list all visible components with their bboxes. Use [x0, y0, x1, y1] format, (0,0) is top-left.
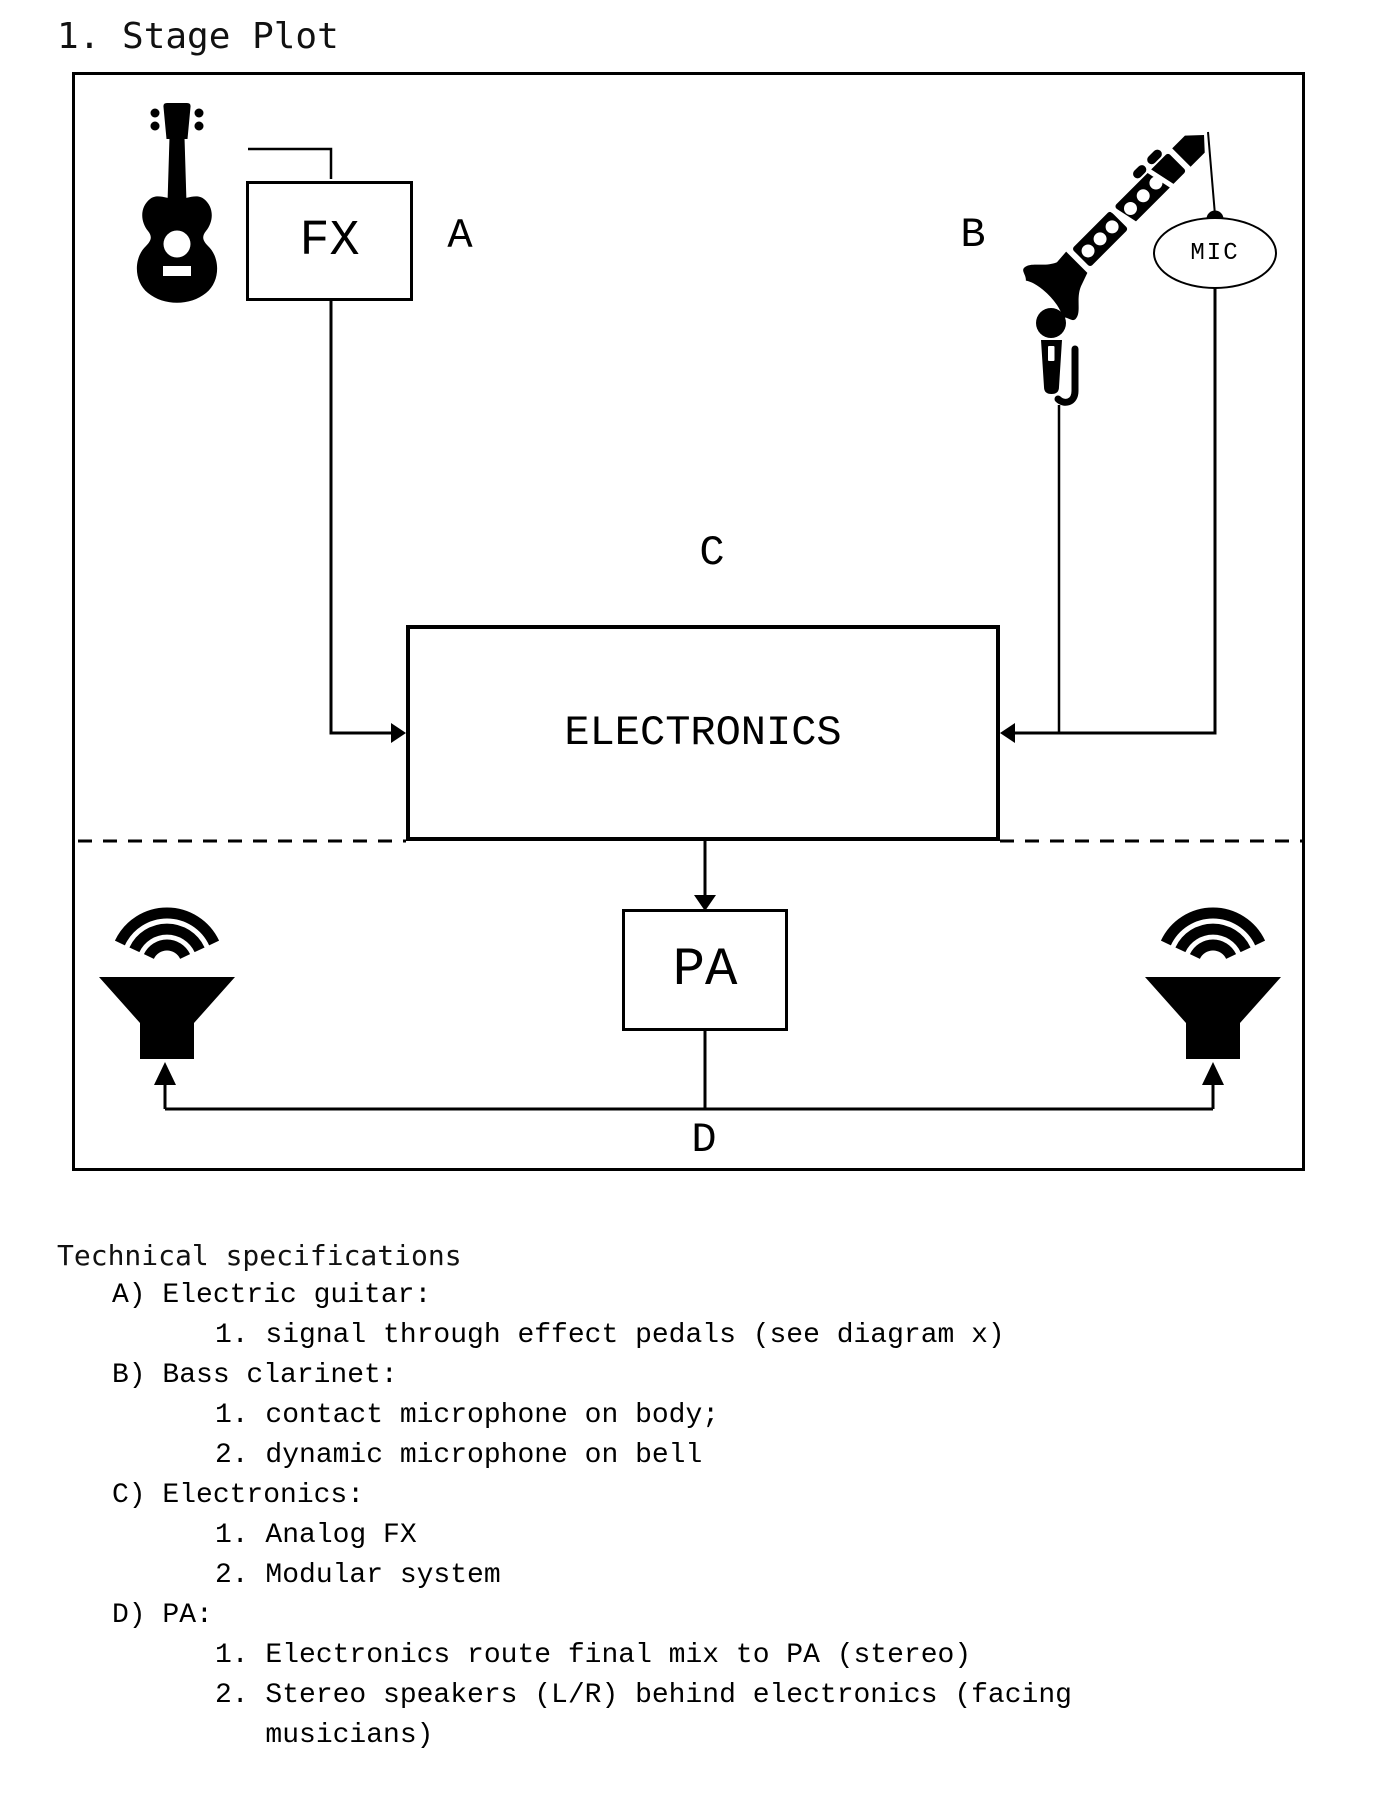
spec-subitem: 2. Stereo speakers (L/R) behind electronics (facing musicians): [215, 1680, 1072, 1751]
mic-label-ellipse: [1153, 217, 1277, 289]
technical-specifications: [0, 1236, 1377, 1756]
label-a: A: [447, 212, 473, 260]
spec-subitem: 2. Modular system: [215, 1560, 501, 1591]
spec-subitem: 2. dynamic microphone on bell: [215, 1440, 703, 1471]
fx-box-label: FX: [299, 212, 360, 270]
spec-item-c: C) Electronics:: [112, 1480, 365, 1511]
label-c: C: [699, 529, 725, 577]
mic-label: MIC: [1190, 239, 1240, 267]
spec-item-d: D) PA:: [112, 1600, 213, 1631]
pa-box-label: PA: [672, 939, 738, 1001]
label-b: B: [960, 211, 986, 259]
spec-subitem: 1. signal through effect pedals (see diagram x): [215, 1320, 1005, 1351]
specs-heading: Technical specifications: [57, 1239, 462, 1272]
fx-box: [246, 181, 413, 301]
spec-subitem: 1. Analog FX: [215, 1520, 417, 1551]
pa-box: [622, 909, 788, 1031]
electronics-box-label: ELECTRONICS: [564, 709, 842, 757]
spec-subitem: 1. Electronics route final mix to PA (stereo): [215, 1640, 972, 1671]
stage-plot-frame: [72, 72, 1305, 1171]
electronics-box: [406, 625, 1000, 841]
contact-mic-icon: [1030, 307, 1090, 417]
bass-clarinet-icon: [1012, 107, 1232, 327]
label-d: D: [691, 1116, 717, 1164]
spec-item-b: B) Bass clarinet:: [112, 1360, 398, 1391]
speaker-left-icon: [97, 891, 237, 1061]
speaker-right-icon: [1143, 891, 1283, 1061]
spec-item-a: A) Electric guitar:: [112, 1280, 432, 1311]
guitar-icon: [127, 103, 227, 323]
page-title: 1. Stage Plot: [57, 16, 339, 57]
spec-subitem: 1. contact microphone on body;: [215, 1400, 720, 1431]
